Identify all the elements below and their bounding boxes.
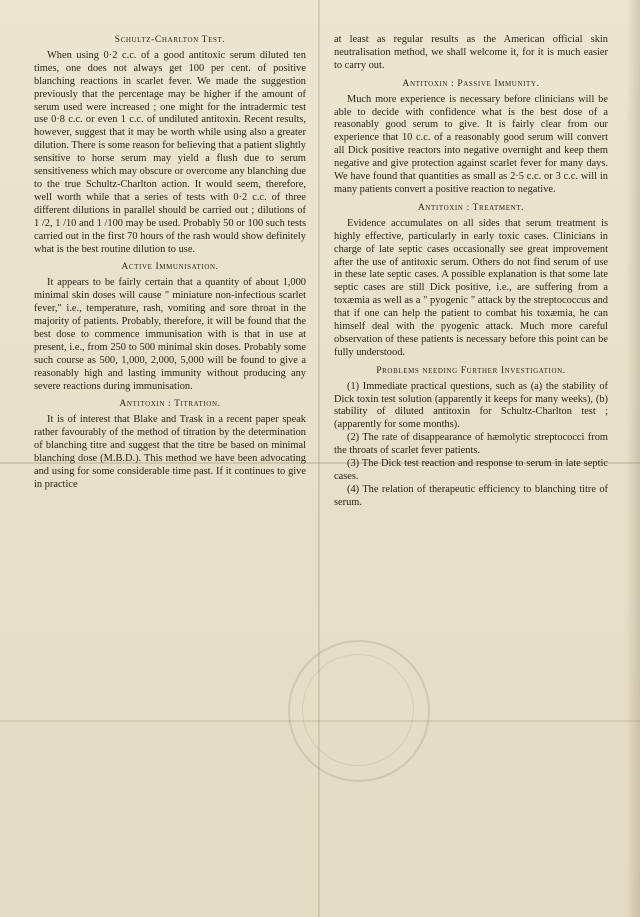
paragraph-antitoxin-titration: It is of interest that Blake and Trask in a recent paper speak rather favourably of the method of titration by the determination of blanching titre and suggest that the titre be based on minimal blanching dose (M.B.D.). This method we have been advocating and using for some considerable time past. If it continues to give in practice: [34, 414, 306, 490]
paragraph-passive-immunity: Much more experience is necessary before clinicians will be able to decide with confidence what is the best dose of a reasonably good serum to give. It is fairly clear from our experience that 10 c.c. of a reasonably good serum will convert all Dick positive reactors into negative overnight and keep them negative and give protection against scarlet fever for many days. We have found that quantities as small as 2·5 c.c. or 3 c.c. will in many patients convert a positive reaction to negative.: [334, 93, 608, 195]
heading-antitoxin-treatment: Antitoxin : Treatment.: [417, 201, 525, 213]
list-item: (4) The relation of therapeutic efficiency to blanching titre of serum.: [334, 483, 608, 508]
heading-antitoxin-titration: Antitoxin : Titration.: [119, 398, 221, 410]
paragraph-schultz-charlton: When using 0·2 c.c. of a good antitoxic serum diluted ten times, one does not always get 100 per cent. of positive blanching reactions in scarlet fever. We made the suggestion previously that the percentage may be higher if the amount of serum used were increased ; one might for the intradermic test use 0·8 c.c. or even 1 c.c. of undiluted antitoxin. Recent results, however, suggest that it may be worth while using also a greater dilution. There is some reason for believing that a patient slightly sensitive to horse serum may yield a flush due to serum sensitiveness which may obscure or overcome any blanching due to the true Schultz-Charlton action. It would seem, therefore, well worth while that a series of tests with 0·2 c.c. of three different dilutions in parallel should be carried out ; dilutions of 1 /2, 1 /10 and 1 /100 may be used. Probably 50 or 100 such tests carried out in the first 70 hours of the rash would show definitely what is the best routine dilution to use.: [34, 49, 306, 255]
right-column: [334, 34, 608, 510]
paragraph-active-immunisation: It appears to be fairly certain that a quantity of about 1,000 minimal skin doses will cause " miniature non-infectious scarlet fever," i.e., temperature, rash, vomiting and sore throat in the majority of patients. Probably, therefore, it will be found that the best dose to commence immunisation with is that in use at present, i.e., from 250 to 500 minimal skin doses. Probably some such course as 500, 1,000, 2,000, 5,000 will be found to give a reasonably high and lasting immunity without producing any severe reactions during immunisation.: [34, 277, 306, 392]
list-item: (2) The rate of disappearance of hæmolytic streptococci from the throats of scarlet fever patients.: [334, 432, 608, 457]
paragraph-continuation: at least as regular results as the American official skin neutralisation method, we shall welcome it, for it is much easier to carry out.: [334, 34, 608, 71]
heading-active-immunisation: Active Immunisation.: [121, 261, 219, 273]
heading-schultz-charlton-test: Schultz-Charlton Test.: [114, 34, 226, 45]
left-column: [34, 34, 306, 492]
list-item: (3) The Dick test reaction and response to serum in late septic cases.: [334, 458, 608, 482]
vertical-fold-line: [318, 0, 320, 917]
paragraph-antitoxin-treatment: Evidence accumulates on all sides that serum treatment is highly effective, particularly in early toxic cases. Clinicians in charge of late septic cases occasionally see great improvement after the use of antitoxic serum. Others do not find serum of use in these late septic cases. A possible explanation is that some late septic cases are still Dick positive, i.e., are suffering from a toxæmia as well as a " pyogenic " attack by the streptococcus and that if one can help the patient to combat his toxæmia, he can himself deal with the pyogenic attack. Much more careful observation of these patients is necessary before this point can be fully understood.: [334, 217, 608, 358]
heading-passive-immunity: Antitoxin : Passive Immunity.: [402, 77, 540, 89]
faint-seal-stamp: [288, 640, 430, 782]
page-edge-shadow: [626, 0, 640, 917]
list-item: (1) Immediate practical questions, such as (a) the stability of Dick toxin test solution (apparently it keeps for many weeks), (b) stability of diluted antitoxin for Schultz-Charlton test ; (apparently for some months).: [334, 380, 608, 431]
heading-problems-investigation: Problems needing Further Investigation.: [376, 364, 566, 376]
